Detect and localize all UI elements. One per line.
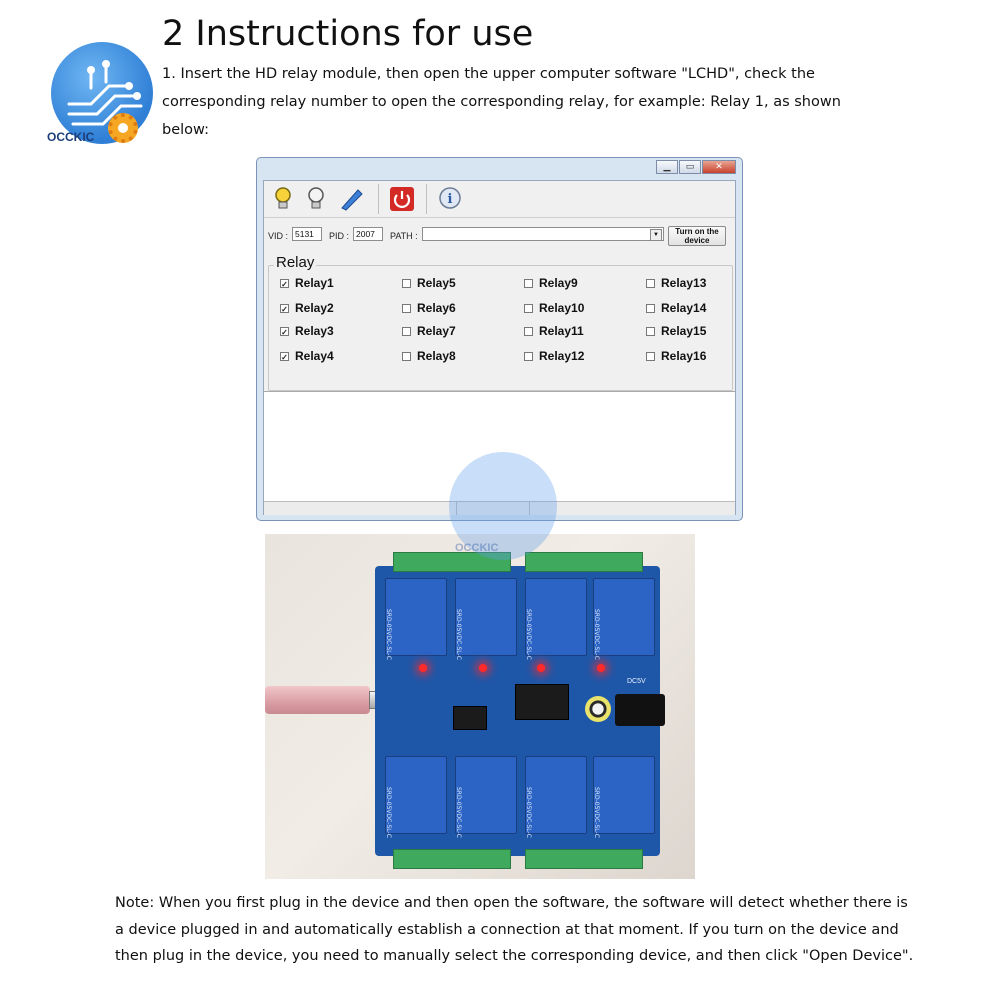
relay-checkbox-11[interactable] bbox=[524, 324, 584, 338]
window-caption-buttons bbox=[656, 160, 736, 174]
turn-on-device-button[interactable]: Turn on the device bbox=[668, 226, 726, 246]
pen-icon[interactable] bbox=[337, 185, 365, 213]
relay-checkbox-7[interactable] bbox=[402, 324, 456, 338]
relay-checkbox-15[interactable] bbox=[646, 324, 706, 338]
dc-power-jack bbox=[615, 694, 665, 726]
relay-label: Relay1 bbox=[295, 276, 334, 290]
relay-component bbox=[385, 756, 447, 834]
relay-component bbox=[525, 578, 587, 656]
note-paragraph: Note: When you first plug in the device and then open the software, the software will detect whether there is a device plugged in and automatically establish a connection at that moment. If you turn on the device and then plug in the device, you need to manually select the corresponding device, and then click "Open Device". bbox=[115, 895, 914, 964]
checkbox-icon[interactable]: ✓ bbox=[281, 279, 288, 289]
checkbox-icon[interactable] bbox=[524, 304, 533, 313]
status-led bbox=[597, 664, 605, 672]
pid-label: PID : bbox=[329, 231, 350, 241]
info-icon[interactable] bbox=[436, 185, 464, 213]
controller-chip bbox=[453, 706, 487, 730]
terminal-block-top-right bbox=[525, 552, 643, 572]
driver-chip bbox=[515, 684, 569, 720]
checkbox-icon[interactable] bbox=[646, 304, 655, 313]
relay-checkbox-16[interactable] bbox=[646, 349, 706, 363]
relay-group-title: Relay bbox=[276, 254, 315, 271]
relay-label: Relay13 bbox=[661, 276, 707, 290]
checkbox-icon[interactable] bbox=[402, 304, 411, 313]
relay-label: Relay7 bbox=[417, 324, 456, 338]
status-led bbox=[537, 664, 545, 672]
relay-checkbox-12[interactable] bbox=[524, 349, 584, 363]
vid-field[interactable]: 5131 bbox=[292, 227, 322, 241]
relay-checkbox-5[interactable] bbox=[402, 276, 456, 290]
gear-icon bbox=[108, 113, 138, 143]
board-power-label: DC5V bbox=[627, 678, 646, 685]
status-led bbox=[419, 664, 427, 672]
relay-component bbox=[385, 578, 447, 656]
bulb-off-icon[interactable] bbox=[302, 185, 330, 213]
checkbox-icon[interactable] bbox=[524, 279, 533, 288]
relay-checkbox-8[interactable] bbox=[402, 349, 456, 363]
relay-component bbox=[593, 578, 655, 656]
checkbox-icon[interactable]: ✓ bbox=[281, 352, 288, 362]
maximize-button[interactable]: ▭ bbox=[679, 160, 701, 174]
relay-checkbox-1[interactable] bbox=[280, 276, 334, 290]
relay-label: Relay16 bbox=[661, 349, 707, 363]
checkbox-icon[interactable] bbox=[524, 352, 533, 361]
checkbox-icon[interactable]: ✓ bbox=[281, 327, 288, 337]
terminal-block-bottom-left bbox=[393, 849, 511, 869]
relay-label: Relay4 bbox=[295, 349, 334, 363]
relay-label: Relay9 bbox=[539, 276, 578, 290]
relay-checkbox-10[interactable] bbox=[524, 301, 584, 315]
checkbox-icon[interactable] bbox=[402, 352, 411, 361]
capacitor bbox=[585, 696, 611, 722]
relay-label: Relay10 bbox=[539, 301, 585, 315]
relay-component bbox=[455, 756, 517, 834]
close-button[interactable]: ✕ bbox=[702, 160, 736, 174]
relay-label: Relay2 bbox=[295, 301, 334, 315]
pid-field[interactable]: 2007 bbox=[353, 227, 383, 241]
relay-label: Relay8 bbox=[417, 349, 456, 363]
checkbox-icon[interactable] bbox=[524, 327, 533, 336]
relay-label: Relay3 bbox=[295, 324, 334, 338]
relay-label: Relay5 bbox=[417, 276, 456, 290]
relay-label: Relay12 bbox=[539, 349, 585, 363]
relay-board-photo bbox=[265, 534, 695, 879]
checkbox-icon[interactable]: ✓ bbox=[281, 304, 288, 314]
relay-component bbox=[593, 756, 655, 834]
logo-text: OCCKIC bbox=[47, 130, 95, 144]
relay-checkbox-9[interactable] bbox=[524, 276, 578, 290]
chevron-down-icon[interactable]: ▼ bbox=[650, 229, 662, 241]
relay-checkbox-6[interactable] bbox=[402, 301, 456, 315]
toolbar bbox=[264, 181, 735, 218]
relay-component bbox=[525, 756, 587, 834]
relay-label: Relay14 bbox=[661, 301, 707, 315]
checkbox-icon[interactable] bbox=[646, 327, 655, 336]
relay-checkbox-2[interactable] bbox=[280, 301, 334, 315]
bulb-on-icon[interactable] bbox=[269, 185, 297, 213]
svg-text:i: i bbox=[447, 192, 453, 207]
relay-checkbox-4[interactable] bbox=[280, 349, 334, 363]
relay-component bbox=[455, 578, 517, 656]
relay-label: Relay6 bbox=[417, 301, 456, 315]
checkbox-icon[interactable] bbox=[646, 352, 655, 361]
path-select[interactable] bbox=[422, 227, 664, 241]
path-label: PATH : bbox=[390, 231, 418, 241]
checkbox-icon[interactable] bbox=[402, 279, 411, 288]
relay-checkbox-13[interactable] bbox=[646, 276, 706, 290]
terminal-block-bottom-right bbox=[525, 849, 643, 869]
status-led bbox=[479, 664, 487, 672]
intro-paragraph: 1. Insert the HD relay module, then open the upper computer software "LCHD", check the corresponding relay number to open the corresponding relay, for example: Relay 1, as shown below: bbox=[162, 66, 841, 138]
device-params-row bbox=[264, 217, 735, 249]
minimize-button[interactable]: ▁ bbox=[656, 160, 678, 174]
watermark-text: OCCKIC bbox=[455, 542, 499, 554]
relay-checkbox-14[interactable] bbox=[646, 301, 706, 315]
power-icon[interactable] bbox=[388, 185, 416, 213]
relay-label: Relay11 bbox=[539, 324, 584, 338]
relay-label: Relay15 bbox=[661, 324, 707, 338]
checkbox-icon[interactable] bbox=[646, 279, 655, 288]
checkbox-icon[interactable] bbox=[402, 327, 411, 336]
vid-label: VID : bbox=[268, 231, 289, 241]
page-title: 2 Instructions for use bbox=[162, 14, 534, 54]
relay-checkbox-3[interactable] bbox=[280, 324, 334, 338]
usb-cable bbox=[265, 686, 370, 714]
